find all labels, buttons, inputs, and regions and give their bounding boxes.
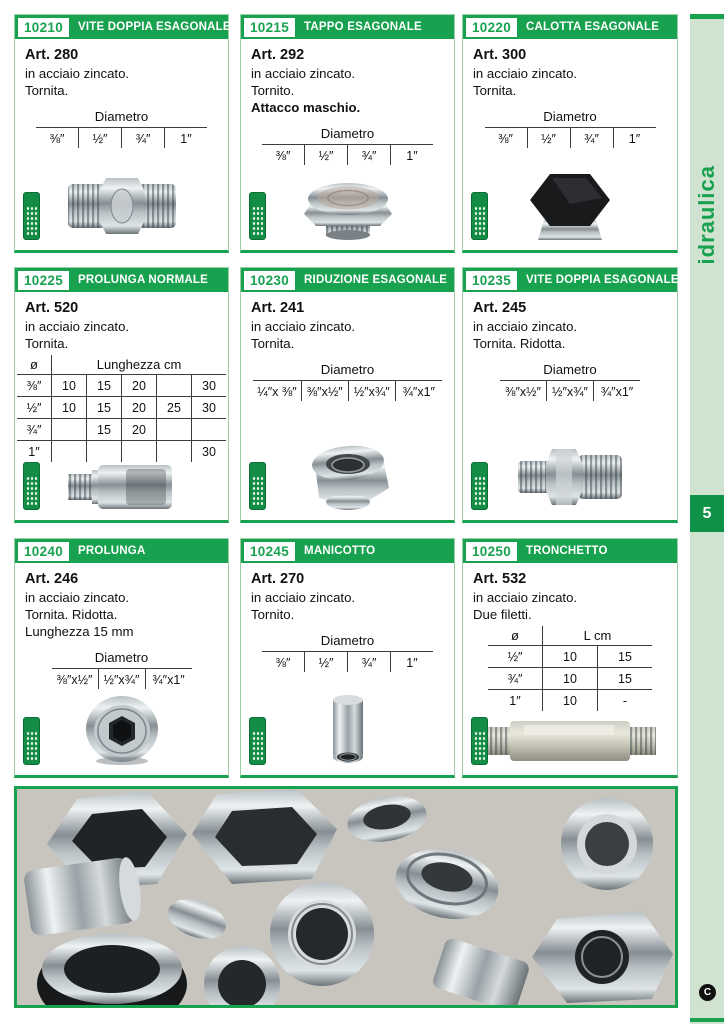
article-number: Art. 241 (251, 300, 305, 316)
table-header-diameter: ø (30, 357, 38, 372)
diameter-values: ⅜″ ½″ ¾″ 1″ (262, 144, 433, 165)
product-card-10210 (14, 14, 229, 253)
packaging-card-icon (249, 717, 266, 765)
description-line: Tornita. Ridotta. (25, 607, 118, 622)
sidebar-bottom-bar (690, 1018, 724, 1022)
product-title: VITE DOPPIA ESAGONALE (526, 274, 679, 286)
diameter-table (253, 362, 441, 401)
length-table (488, 626, 652, 711)
diameter-values: ⅜″ ½″ ¾″ 1″ (36, 127, 207, 148)
diameter-values: ⅜″ ½″ ¾″ 1″ (262, 651, 433, 672)
card-header (241, 268, 454, 292)
product-title: PROLUNGA (78, 545, 146, 557)
product-title: MANICOTTO (304, 545, 376, 557)
table-header-diameter: ø (511, 628, 519, 643)
diameter-label: Diametro (320, 126, 375, 141)
description-line: Tornita. (251, 336, 295, 351)
diameter-label: Diametro (543, 362, 597, 377)
diameter-label: Diametro (320, 362, 375, 377)
packaging-card-icon (471, 717, 488, 765)
description-line: in acciaio zincato. (251, 66, 356, 81)
diameter-label: Diametro (320, 633, 375, 648)
packaging-card-icon (23, 462, 40, 510)
product-code: 10230 (244, 271, 295, 290)
product-photo-reduced-plug-front (76, 695, 168, 767)
packaging-card-icon (471, 462, 488, 510)
fittings-collage-photo (14, 786, 678, 1008)
product-photo-double-hex-nipple (62, 170, 182, 242)
description-line: in acciaio zincato. (473, 66, 578, 81)
description-line: in acciaio zincato. (473, 590, 578, 605)
table-row: 1″ 30 (17, 441, 226, 463)
description-line: in acciaio zincato. (25, 66, 130, 81)
product-card-10230 (240, 267, 455, 523)
product-card-10220 (462, 14, 678, 253)
product-photo-galvanized-pipe-nipple (480, 715, 660, 767)
product-code: 10215 (244, 18, 295, 37)
description-line: Tornita. (25, 83, 69, 98)
diameter-table (52, 650, 192, 689)
card-header (463, 268, 677, 292)
description-line: Tornita. (473, 83, 517, 98)
description-line: in acciaio zincato. (251, 319, 356, 334)
article-number: Art. 520 (25, 300, 79, 316)
card-header (463, 15, 677, 39)
card-header (15, 268, 228, 292)
table-row: ¾″ 10 15 (488, 668, 652, 690)
description-line: Lunghezza 15 mm (25, 624, 134, 639)
diameter-label: Diametro (94, 650, 149, 665)
card-header (241, 15, 454, 39)
product-code: 10240 (18, 542, 69, 561)
product-code: 10235 (466, 271, 517, 290)
product-card-10240 (14, 538, 229, 778)
description-line: in acciaio zincato. (251, 590, 356, 605)
diameter-label: Diametro (94, 109, 149, 124)
product-card-10245 (240, 538, 455, 778)
category-label-vertical: idraulica (694, 165, 719, 265)
packaging-card-icon (471, 192, 488, 240)
diameter-table (500, 362, 640, 401)
product-title: CALOTTA ESAGONALE (526, 21, 660, 33)
diameter-values: ⅜″x½″ ½″x¾″ ¾″x1″ (52, 668, 192, 689)
product-card-10215 (240, 14, 455, 253)
table-row: 1″ 10 - (488, 690, 652, 712)
article-number: Art. 532 (473, 571, 527, 587)
diameter-table (485, 109, 656, 148)
length-table (17, 355, 226, 462)
article-number: Art. 300 (473, 47, 527, 63)
product-title: PROLUNGA NORMALE (78, 274, 208, 286)
product-photo-hex-cap (522, 168, 618, 242)
product-card-10225 (14, 267, 229, 523)
table-header-length: Lunghezza cm (52, 355, 227, 375)
publisher-logo-icon: C (699, 984, 716, 1001)
product-code: 10210 (18, 18, 69, 37)
table-header-length: L cm (543, 626, 653, 646)
card-header (241, 539, 454, 563)
packaging-card-icon (23, 717, 40, 765)
description-line: in acciaio zincato. (25, 319, 130, 334)
product-photo-hex-plug (296, 172, 400, 242)
description-line: Tornito. (251, 83, 295, 98)
article-number: Art. 246 (25, 571, 79, 587)
article-number: Art. 270 (251, 571, 305, 587)
table-row: ⅜″ 10 15 20 30 (17, 375, 226, 397)
product-card-10235 (462, 267, 678, 523)
packaging-card-icon (23, 192, 40, 240)
product-code: 10245 (244, 542, 295, 561)
packaging-card-icon (249, 192, 266, 240)
product-photo-extension (64, 460, 180, 514)
diameter-label: Diametro (543, 109, 597, 124)
product-title: TRONCHETTO (526, 545, 608, 557)
product-photo-reduction-bushing (293, 434, 403, 512)
diameter-table (262, 126, 433, 165)
card-header (463, 539, 677, 563)
table-row: ¾″ 15 20 (17, 419, 226, 441)
article-number: Art. 280 (25, 47, 79, 63)
product-photo-sleeve (313, 691, 383, 767)
description-line: Tornita. (25, 336, 69, 351)
sidebar-top-bar (690, 14, 724, 19)
table-row: ½″ 10 15 20 25 30 (17, 397, 226, 419)
product-code: 10225 (18, 271, 69, 290)
product-title: TAPPO ESAGONALE (304, 21, 422, 33)
page-number-tab: 5 (690, 495, 724, 532)
card-header (15, 15, 231, 39)
diameter-table (36, 109, 207, 148)
product-title: VITE DOPPIA ESAGONALE (78, 21, 231, 33)
description-line: in acciaio zincato. (25, 590, 130, 605)
packaging-card-icon (249, 462, 266, 510)
product-code: 10220 (466, 18, 517, 37)
description-line: in acciaio zincato. (473, 319, 578, 334)
article-number: Art. 292 (251, 47, 305, 63)
article-number: Art. 245 (473, 300, 527, 316)
description-line-bold: Attacco maschio. (251, 100, 361, 115)
product-title: RIDUZIONE ESAGONALE (304, 274, 448, 286)
product-card-10250 (462, 538, 678, 778)
card-header (15, 539, 228, 563)
product-code: 10250 (466, 542, 517, 561)
diameter-table (262, 633, 433, 672)
diameter-values: ⅜″ ½″ ¾″ 1″ (485, 127, 656, 148)
description-line: Due filetti. (473, 607, 532, 622)
diameter-values: ⅜″x½″ ½″x¾″ ¾″x1″ (500, 380, 640, 401)
description-line: Tornito. (251, 607, 295, 622)
diameter-values: ¼″x ⅜″ ⅜″x½″ ½″x¾″ ¾″x1″ (253, 380, 441, 401)
description-line: Tornita. Ridotta. (473, 336, 566, 351)
table-row: ½″ 10 15 (488, 646, 652, 668)
product-photo-double-hex-nipple-reduced (510, 442, 630, 512)
